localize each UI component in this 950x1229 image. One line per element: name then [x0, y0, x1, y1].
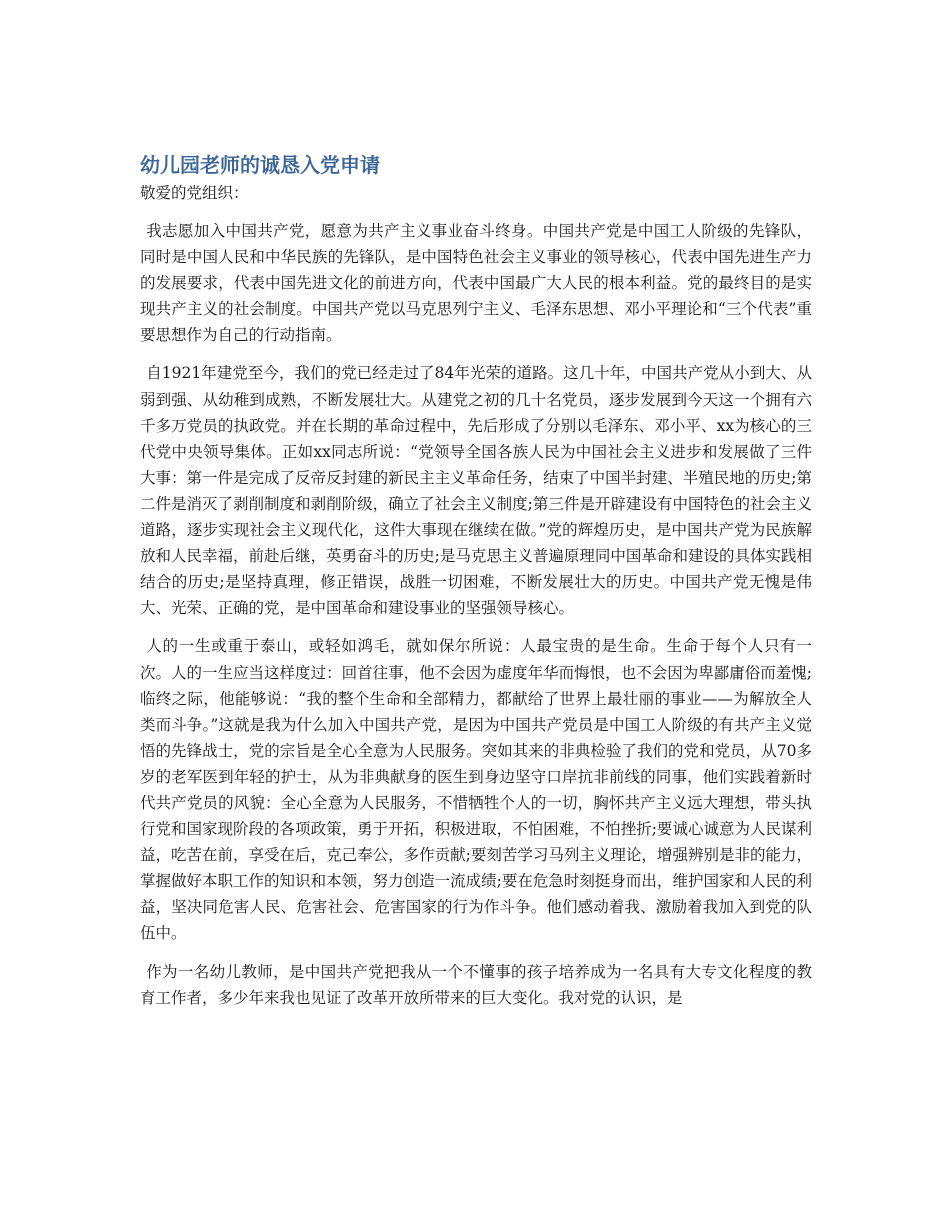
paragraph-3: 人的一生或重于泰山，或轻如鸿毛，就如保尔所说：人最宝贵的是生命。生命于每个人只有一次。人的一生应当这样度过：回首往事，他不会因为虚度年华而悔恨，也不会因为卑鄙庸俗而羞愧;临终之际，他能够说：“我的整个生命和全部精力，都献给了世界上最壮丽的事业——为解放全人类而斗争。”这就是我为什么加入中国共产党，是因为中国共产党员是中国工人阶级的有共产主义觉悟的先锋战士，党的宗旨是全心全意为人民服务。突如其来的非典检验了我们的党和党员，从70多岁的老军医到年轻的护士，从为非典献身的医生到身边坚守口岸抗非前线的同事，他们实践着新时代共产党员的风貌：全心全意为人民服务，不惜牺牲个人的一切，胸怀共产主义远大理想，带头执行党和国家现阶段的各项政策，勇于开拓，积极进取，不怕困难，不怕挫折;要诚心诚意为人民谋利益，吃苦在前，享受在后，克己奉公，多作贡献;要刻苦学习马列主义理论，增强辨别是非的能力，掌握做好本职工作的知识和本领，努力创造一流成绩;要在危急时刻挺身而出，维护国家和人民的利益，坚决同危害人民、危害社会、危害国家的行为作斗争。他们感动着我、激励着我加入到党的队伍中。	[140, 637, 812, 943]
paragraph-4: 作为一名幼儿教师，是中国共产党把我从一个不懂事的孩子培养成为一名具有大专文化程度的教育工作者，多少年来我也见证了改革开放所带来的巨大变化。我对党的认识，是	[140, 962, 812, 1007]
document-page	[140, 150, 812, 1023]
paragraph-1: 我志愿加入中国共产党，愿意为共产主义事业奋斗终身。中国共产党是中国工人阶级的先锋队，同时是中国人民和中华民族的先锋队，是中国特色社会主义事业的领导核心，代表中国先进生产力的发展要求，代表中国先进文化的前进方向，代表中国最广大人民的根本利益。党的最终目的是实现共产主义的社会制度。中国共产党以马克思列宁主义、毛泽东思想、邓小平理论和“三个代表”重要思想作为自己的行动指南。	[140, 222, 812, 345]
salutation: 敬爱的党组织：	[140, 184, 249, 202]
paragraph-2: 自1921年建党至今，我们的党已经走过了84年光荣的道路。这几十年，中国共产党从小到大、从弱到强、从幼稚到成熟，不断发展壮大。从建党之初的几十名党员，逐步发展到今天这一个拥有六千多万党员的执政党。并在长期的革命过程中，先后形成了分别以毛泽东、邓小平、xx为核心的三代党中央领导集体。正如xx同志所说：“党领导全国各族人民为中国社会主义进步和发展做了三件大事：第一件是完成了反帝反封建的新民主主义革命任务，结束了中国半封建、半殖民地的历史;第二件是消灭了剥削制度和剥削阶级，确立了社会主义制度;第三件是开辟建设有中国特色的社会主义道路，逐步实现社会主义现代化，这件大事现在继续在做。”党的辉煌历史，是中国共产党为民族解放和人民幸福，前赴后继，英勇奋斗的历史;是马克思主义普遍原理同中国革命和建设的具体实践相结合的历史;是坚持真理，修正错误，战胜一切困难，不断发展壮大的历史。中国共产党无愧是伟大、光荣、正确的党，是中国革命和建设事业的坚强领导核心。	[140, 364, 812, 618]
document-title: 幼儿园老师的诚恳入党申请	[140, 153, 380, 177]
